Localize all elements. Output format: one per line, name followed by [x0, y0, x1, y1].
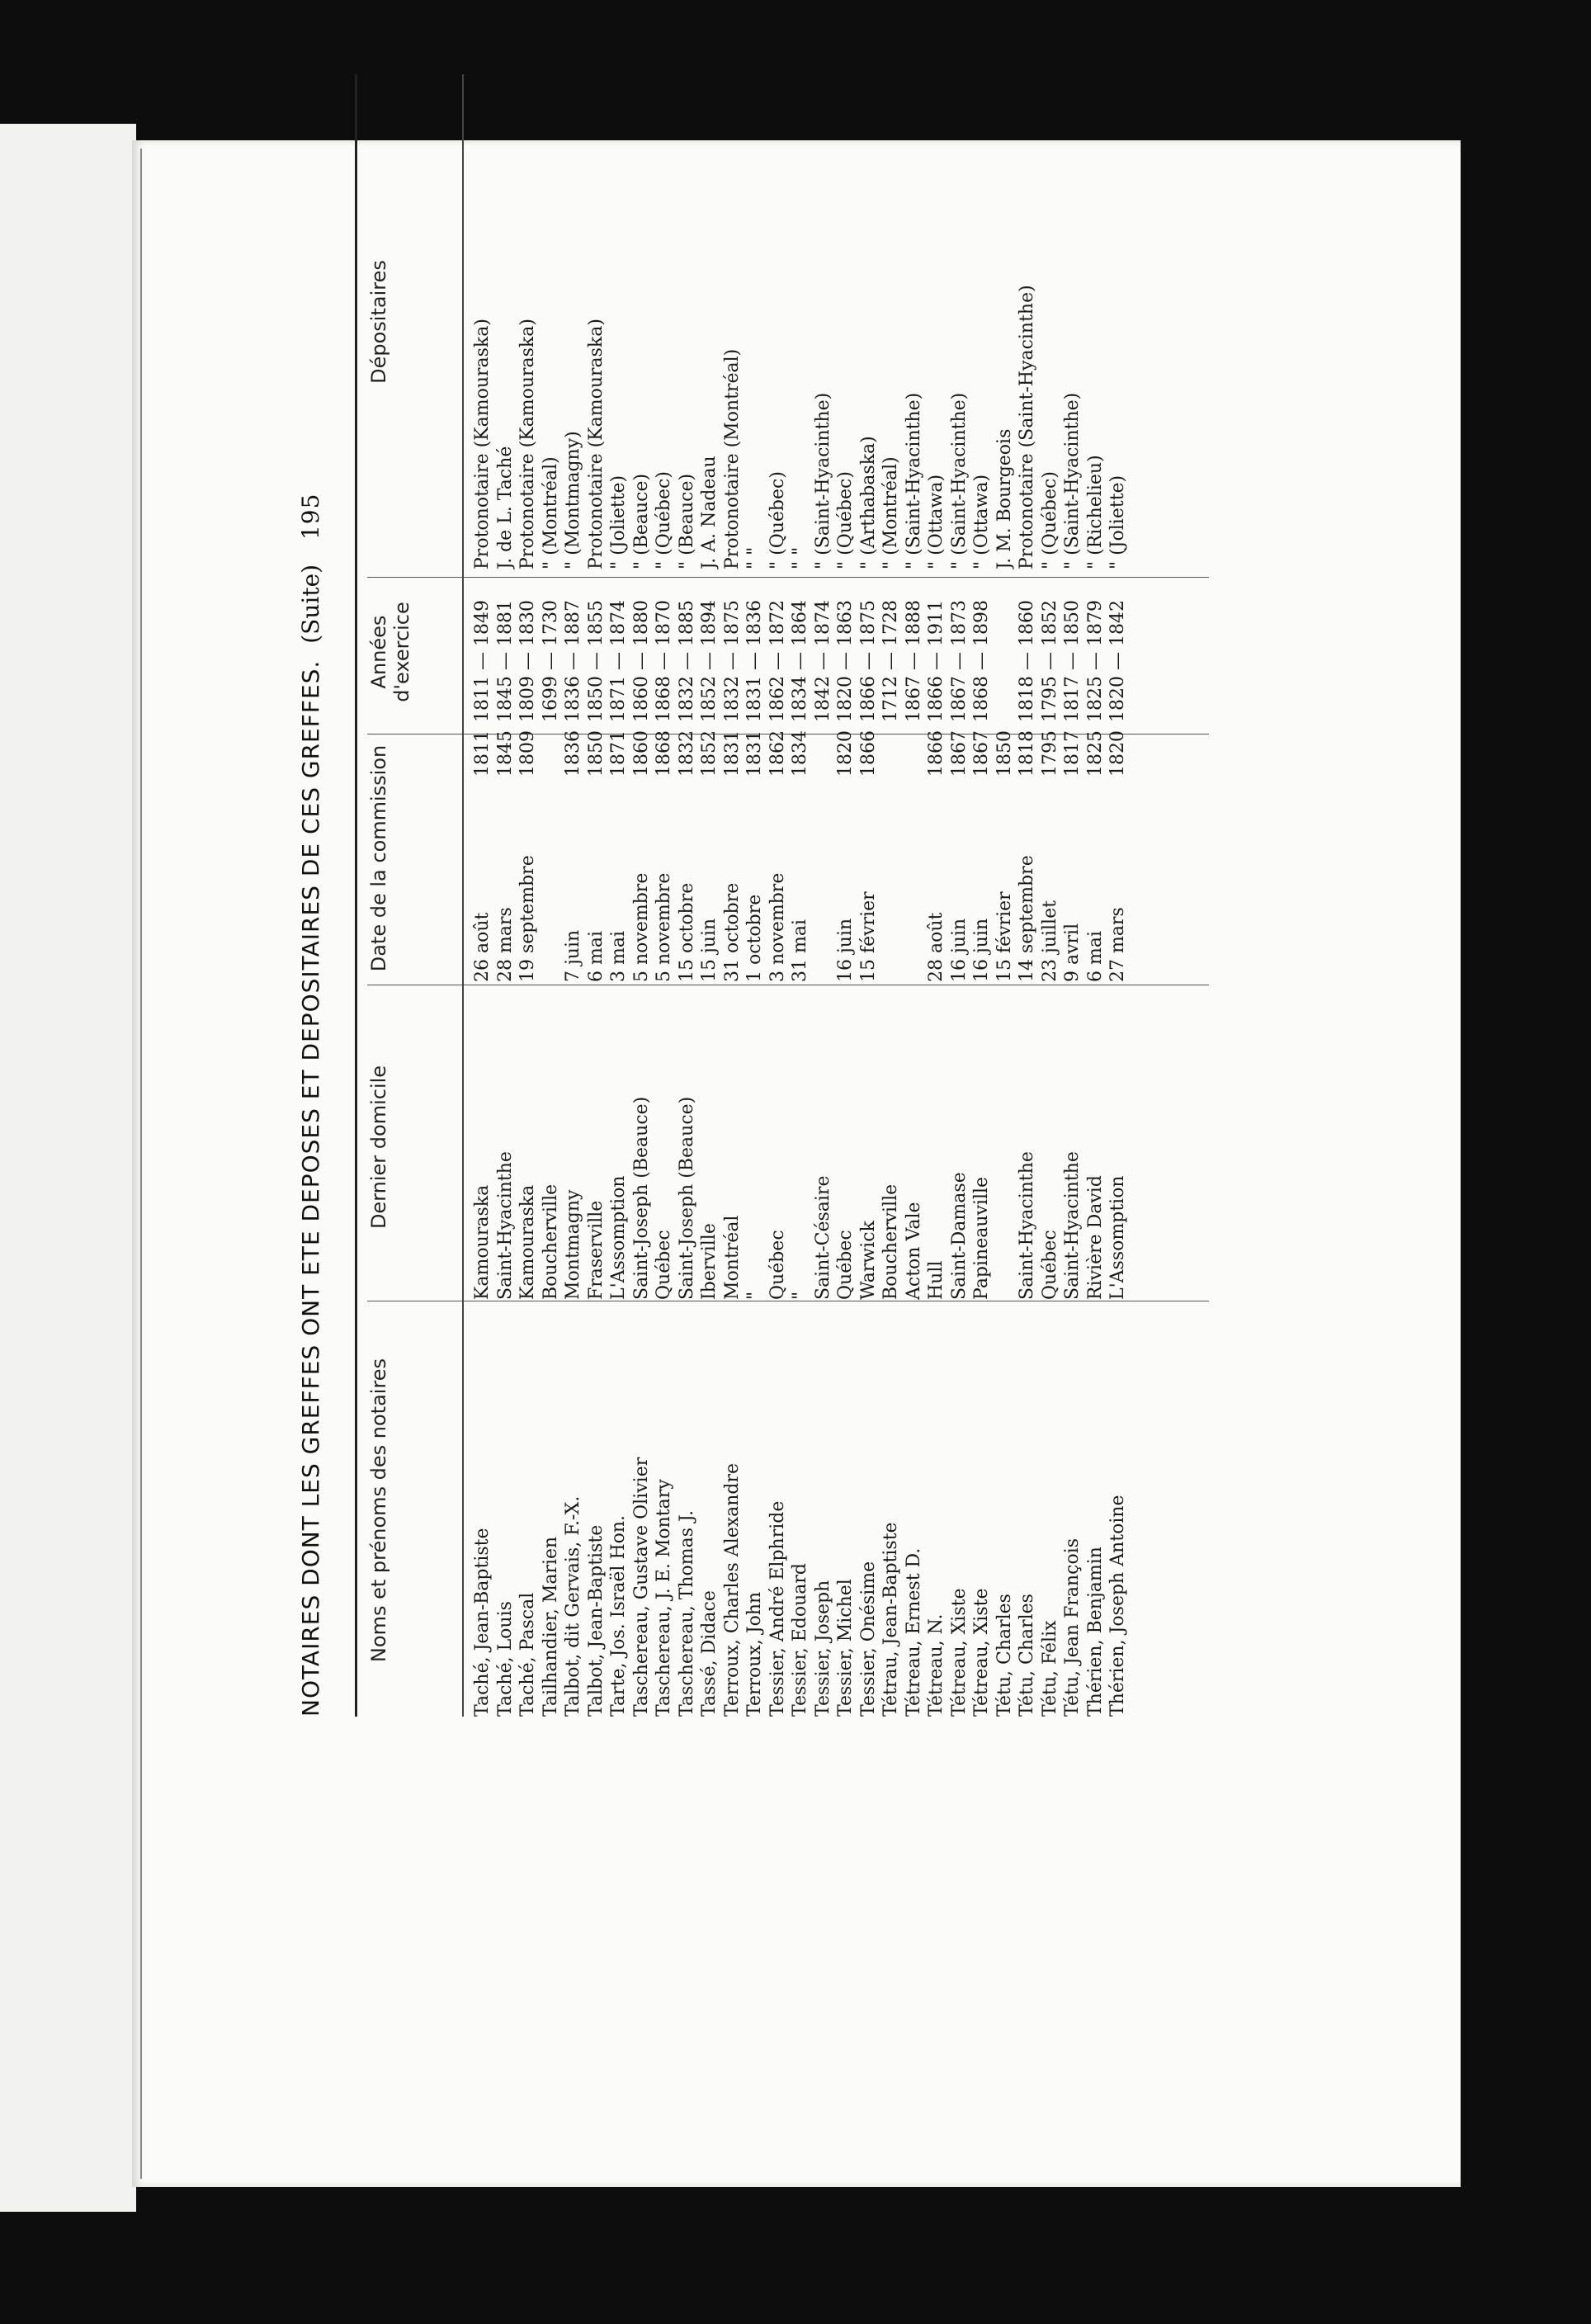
depositaire-cell: J. A. Nadeau	[699, 456, 720, 569]
rotated-table-page	[297, 33, 1543, 1997]
domicile-cell: L'Assomption	[608, 1175, 629, 1300]
depositaire-cell: Protonotaire (Montréal)	[721, 348, 743, 569]
suite-label: (Suite)	[297, 564, 324, 644]
table-row	[858, 74, 881, 1717]
name-cell: Tessier, Onésime	[857, 1561, 879, 1717]
column-headers	[367, 74, 458, 1717]
name-cell: Tailhandier, Marien	[540, 1536, 561, 1717]
exercise-cell: 1831 — 1836	[744, 600, 765, 722]
col-depositaires: Dépositaires	[367, 260, 390, 384]
domicile-cell: Kamouraska	[517, 1184, 538, 1300]
exercise-cell: 1845 — 1881	[494, 600, 516, 722]
year-cell: 1866	[926, 730, 947, 777]
exercise-cell: 1834 — 1864	[790, 600, 810, 722]
date-cell: 5 novembre	[654, 872, 674, 982]
table-row	[949, 74, 972, 1717]
domicile-cell: Québec	[654, 1230, 674, 1300]
table-row	[971, 74, 994, 1717]
exercise-cell: 1818 — 1860	[1017, 600, 1037, 722]
exercise-cell: 1712 — 1728	[880, 600, 901, 722]
depositaire-cell: " (Joliette)	[1107, 475, 1128, 569]
table-row	[767, 74, 791, 1717]
exercise-cell: 1832 — 1885	[676, 600, 697, 722]
year-cell: 1850	[994, 730, 1015, 777]
name-cell: Tétu, Félix	[1039, 1620, 1060, 1717]
table-row	[994, 74, 1017, 1717]
depositaire-cell: " (Québec)	[835, 471, 856, 569]
year-cell: 1834	[790, 730, 810, 777]
table-row	[1040, 74, 1063, 1717]
depositaire-cell: J. M. Bourgeois	[994, 428, 1015, 569]
exercise-cell: 1842 — 1874	[812, 600, 833, 722]
table-row	[608, 74, 631, 1717]
date-cell: 15 février	[994, 891, 1015, 982]
domicile-cell: Boucherville	[540, 1183, 561, 1300]
date-cell: 28 août	[926, 912, 947, 982]
depositaire-cell: " (Richelieu)	[1084, 455, 1106, 569]
year-cell: 1852	[699, 730, 720, 777]
date-cell: 16 juin	[835, 918, 856, 982]
domicile-cell: Acton Vale	[903, 1202, 924, 1300]
name-cell: Tétrau, Jean-Baptiste	[880, 1522, 901, 1717]
year-cell: 1820	[1107, 730, 1128, 777]
domicile-cell: "	[790, 1291, 810, 1300]
year-cell: 1866	[857, 730, 879, 777]
exercise-cell: 1860 — 1880	[630, 600, 652, 722]
exercise-cell: 1825 — 1879	[1084, 600, 1106, 722]
date-cell: 1 octobre	[744, 894, 765, 982]
exercise-cell: 1850 — 1855	[585, 600, 607, 722]
domicile-cell: Saint-Césaire	[812, 1175, 833, 1300]
domicile-cell: Kamouraska	[472, 1184, 493, 1300]
col-domicile: Dernier domicile	[367, 1065, 390, 1230]
name-cell: Talbot, dit Gervais, F.-X.	[563, 1495, 583, 1717]
table-row	[1062, 74, 1085, 1717]
page-title: NOTAIRES DONT LES GREFFES ONT ETE DEPOSES ET DEPOSITAIRES DE CES GREFFES.	[297, 659, 324, 1717]
exercise-cell: 1866 — 1875	[857, 600, 879, 722]
date-cell: 19 septembre	[517, 855, 538, 982]
depositaire-cell: " (Québec)	[654, 471, 674, 569]
depositaire-cell: " (Ottawa)	[926, 474, 947, 569]
exercise-cell: 1871 — 1874	[608, 600, 629, 722]
date-cell: 16 juin	[948, 918, 970, 982]
domicile-cell: Hull	[926, 1260, 947, 1300]
year-cell: 1867	[948, 730, 970, 777]
exercise-cell: 1862 — 1872	[767, 600, 788, 722]
table-row	[835, 74, 858, 1717]
exercise-cell: 1809 — 1830	[517, 600, 538, 722]
year-cell: 1845	[494, 730, 516, 777]
page-header	[297, 66, 330, 1717]
depositaire-cell: " (Saint-Hyacinthe)	[903, 392, 924, 569]
domicile-cell: Montmagny	[563, 1189, 583, 1300]
exercise-cell: 1852 — 1894	[699, 600, 720, 722]
name-cell: Tétreau, N.	[926, 1613, 947, 1717]
table-row	[926, 74, 949, 1717]
depositaire-cell: J. de L. Taché	[494, 446, 516, 569]
domicile-cell: Saint-Hyacinthe	[1062, 1151, 1083, 1300]
col-years: Années d'exercice	[367, 602, 413, 702]
table-row	[744, 74, 767, 1717]
col-date: Date de la commission	[367, 744, 390, 972]
date-cell: 31 mai	[790, 919, 810, 982]
year-cell: 1832	[676, 730, 697, 777]
depositaire-cell: " (Québec)	[1039, 471, 1060, 569]
name-cell: Taschereau, Thomas J.	[676, 1509, 697, 1717]
date-cell: 14 septembre	[1017, 855, 1037, 982]
name-cell: Tétreau, Xiste	[948, 1588, 970, 1717]
domicile-cell: Warwick	[857, 1221, 879, 1300]
name-cell: Taschereau, J. E. Montary	[654, 1479, 674, 1717]
name-cell: Tétreau, Ernest D.	[903, 1547, 924, 1717]
depositaire-cell: " (Montmagny)	[563, 431, 583, 569]
year-cell: 1817	[1062, 730, 1083, 777]
table-row	[790, 74, 813, 1717]
table-row	[677, 74, 700, 1717]
exercise-cell: 1817 — 1850	[1062, 600, 1083, 722]
table-row	[813, 74, 836, 1717]
domicile-cell: Papineauville	[971, 1176, 992, 1300]
exercise-cell: 1867 — 1873	[948, 600, 970, 722]
domicile-cell: Montréal	[721, 1215, 743, 1300]
year-cell: 1860	[630, 730, 652, 777]
table-row	[541, 74, 564, 1717]
date-cell: 15 octobre	[676, 882, 697, 982]
domicile-cell: Saint-Damase	[948, 1172, 970, 1300]
domicile-cell: Iberville	[699, 1223, 720, 1300]
exercise-cell: 1868 — 1870	[654, 600, 674, 722]
name-cell: Taché, Louis	[494, 1601, 516, 1717]
depositaire-cell: " (Montréal)	[540, 456, 561, 569]
domicile-cell: Saint-Joseph (Beauce)	[676, 1096, 697, 1300]
exercise-cell: 1820 — 1863	[835, 600, 856, 722]
name-cell: Terroux, John	[744, 1591, 765, 1717]
name-cell: Thérien, Benjamin	[1084, 1547, 1106, 1717]
depositaire-cell: " (Montréal)	[880, 456, 901, 569]
table-body	[472, 74, 1131, 1717]
header-rule	[355, 74, 357, 1717]
table-row	[1017, 74, 1040, 1717]
domicile-cell: Saint-Hyacinthe	[1017, 1151, 1037, 1300]
date-cell: 9 avril	[1062, 923, 1083, 982]
depositaire-cell: Protonotaire (Kamouraska)	[472, 319, 493, 569]
year-cell: 1871	[608, 730, 629, 777]
name-cell: Tétu, Charles	[994, 1594, 1015, 1717]
date-cell: 6 mai	[585, 930, 607, 982]
domicile-cell: Saint-Joseph (Beauce)	[630, 1096, 652, 1300]
year-cell: 1818	[1017, 730, 1037, 777]
date-cell: 15 juin	[699, 918, 720, 982]
year-cell: 1795	[1039, 730, 1060, 777]
date-cell: 15 février	[857, 891, 879, 982]
year-cell: 1850	[585, 730, 607, 777]
depositaire-cell: " "	[744, 546, 765, 569]
name-cell: Tessier, André Elphride	[767, 1500, 788, 1717]
gutter-line	[140, 149, 142, 2179]
domicile-cell: L'Assomption	[1107, 1175, 1128, 1300]
facing-page-edge	[0, 124, 136, 2212]
name-cell: Tarte, Jos. Israël Hon.	[608, 1514, 629, 1717]
domicile-cell: Boucherville	[880, 1183, 901, 1300]
date-cell: 27 mars	[1107, 907, 1128, 982]
exercise-cell: 1699 — 1730	[540, 600, 561, 722]
year-cell: 1831	[721, 730, 743, 777]
table-row	[517, 74, 541, 1717]
exercise-cell: 1836 — 1887	[563, 600, 583, 722]
domicile-cell: Québec	[767, 1230, 788, 1300]
table-row	[1085, 74, 1108, 1717]
depositaire-cell: " (Ottawa)	[971, 474, 992, 569]
name-cell: Talbot, Jean-Baptiste	[585, 1524, 607, 1717]
domicile-cell: Fraserville	[585, 1200, 607, 1300]
table-row	[472, 74, 495, 1717]
year-cell: 1825	[1084, 730, 1106, 777]
exercise-cell: 1832 — 1875	[721, 600, 743, 722]
domicile-cell: Québec	[1039, 1230, 1060, 1300]
date-cell: 23 juillet	[1039, 900, 1060, 982]
domicile-cell: Saint-Hyacinthe	[494, 1151, 516, 1300]
year-cell: 1809	[517, 730, 538, 777]
depositaire-cell: " (Joliette)	[608, 475, 629, 569]
name-cell: Tétreau, Xiste	[971, 1588, 992, 1717]
name-cell: Terroux, Charles Alexandre	[721, 1462, 743, 1717]
date-cell: 28 mars	[494, 907, 516, 982]
depositaire-cell: Protonotaire (Kamouraska)	[585, 319, 607, 569]
exercise-cell: 1866 — 1911	[926, 600, 947, 722]
depositaire-cell: " (Beauce)	[630, 473, 652, 569]
exercise-cell: 1820 — 1842	[1107, 600, 1128, 722]
table-row	[563, 74, 586, 1717]
depositaire-cell: " (Beauce)	[676, 473, 697, 569]
exercise-cell: 1811 — 1849	[472, 600, 493, 722]
table-row	[586, 74, 609, 1717]
depositaire-cell: " "	[790, 546, 810, 569]
depositaire-cell: Protonotaire (Kamouraska)	[517, 319, 538, 569]
table-row	[631, 74, 654, 1717]
year-cell: 1836	[563, 730, 583, 777]
depositaire-cell: " (Saint-Hyacinthe)	[812, 392, 833, 569]
name-cell: Tessier, Michel	[835, 1579, 856, 1717]
table-row	[495, 74, 518, 1717]
table-row	[699, 74, 722, 1717]
date-cell: 7 juin	[563, 929, 583, 982]
exercise-cell: 1868 — 1898	[971, 600, 992, 722]
depositaire-cell: Protonotaire (Saint-Hyacinthe)	[1017, 285, 1037, 569]
year-cell: 1811	[472, 730, 493, 777]
depositaire-cell: " (Arthabaska)	[857, 436, 879, 569]
name-cell: Tétu, Charles	[1017, 1594, 1037, 1717]
depositaire-cell: " (Québec)	[767, 471, 788, 569]
header-underline	[462, 74, 464, 1717]
date-cell: 31 octobre	[721, 882, 743, 982]
exercise-cell: 1795 — 1852	[1039, 600, 1060, 722]
name-cell: Taché, Jean-Baptiste	[472, 1528, 493, 1717]
year-cell: 1820	[835, 730, 856, 777]
exercise-cell: 1867 — 1888	[903, 600, 924, 722]
name-cell: Tessier, Edouard	[790, 1563, 810, 1717]
table-row	[722, 74, 745, 1717]
year-cell: 1868	[654, 730, 674, 777]
depositaire-cell: " (Saint-Hyacinthe)	[948, 392, 970, 569]
table-row	[1107, 74, 1131, 1717]
date-cell: 3 mai	[608, 930, 629, 982]
name-cell: Thérien, Joseph Antoine	[1107, 1495, 1128, 1717]
domicile-cell: Rivière David	[1084, 1175, 1106, 1300]
date-cell: 16 juin	[971, 918, 992, 982]
table-row	[654, 74, 677, 1717]
depositaire-cell: " (Saint-Hyacinthe)	[1062, 392, 1083, 569]
date-cell: 6 mai	[1084, 930, 1106, 982]
table-row	[904, 74, 927, 1717]
date-cell: 26 août	[472, 912, 493, 982]
name-cell: Tassé, Didace	[699, 1590, 720, 1717]
name-cell: Taschereau, Gustave Olivier	[630, 1457, 652, 1717]
domicile-cell: Québec	[835, 1230, 856, 1300]
domicile-cell: "	[744, 1291, 765, 1300]
date-cell: 5 novembre	[630, 872, 652, 982]
name-cell: Taché, Pascal	[517, 1592, 538, 1717]
name-cell: Tétu, Jean François	[1062, 1538, 1083, 1717]
page-number: 195	[297, 493, 324, 541]
table-row	[880, 74, 904, 1717]
name-cell: Tessier, Joseph	[812, 1580, 833, 1717]
date-cell: 3 novembre	[767, 872, 788, 982]
col-names: Noms et prénoms des notaires	[367, 1358, 390, 1663]
year-cell: 1831	[744, 730, 765, 777]
year-cell: 1867	[971, 730, 992, 777]
year-cell: 1862	[767, 730, 788, 777]
